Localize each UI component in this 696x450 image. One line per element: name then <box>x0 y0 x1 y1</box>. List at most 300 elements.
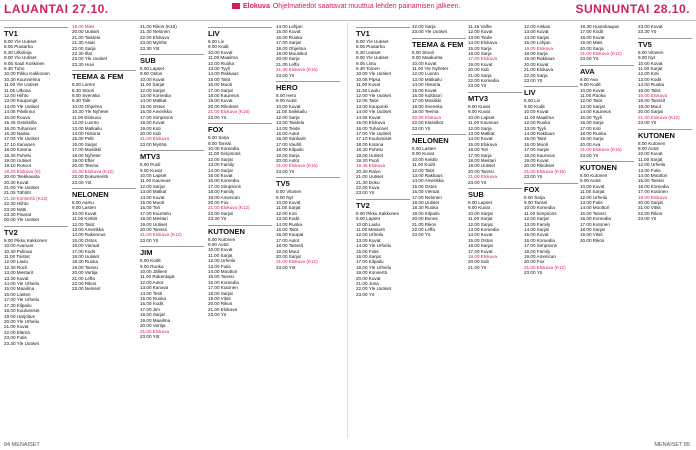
program-entry: 16.00 Komedia <box>208 279 239 285</box>
program-entry: 23.00 Nätti <box>4 206 27 212</box>
program-entry-movie: 21.00 Elokuva (K12) <box>208 205 250 211</box>
program-entry: 17.00 Sarja <box>468 152 492 158</box>
program-entry: 8.00 Sarja <box>208 135 229 141</box>
program-entry: 13.00 Amerikka <box>72 227 104 232</box>
channel-heading: TEEMA & FEM <box>412 38 466 49</box>
program-entry: 14.00 Kuvat <box>140 194 165 200</box>
program-entry: 18.00 Kauneus <box>208 93 239 99</box>
program-entry: 18.00 Ohjelma <box>276 45 306 51</box>
program-entry: 10.00 Avaruus <box>4 243 34 249</box>
channel-heading: TV1 <box>4 27 68 38</box>
program-entry: 13.00 Tyyli <box>208 66 230 72</box>
program-entry: 12.30 Rock <box>4 264 28 270</box>
program-entry: 17.00 Yle Uutiset <box>356 130 391 136</box>
program-entry: 23.00 Yö <box>140 237 159 243</box>
program-entry: 9.30 Toinen <box>356 66 380 72</box>
program-entry: 13.00 Futis <box>638 167 661 173</box>
program-entry: 20.30 Kuvat <box>4 179 29 185</box>
program-entry: 20.00 Yle Urheilu <box>4 318 40 324</box>
program-entry: 19.00 Sarja <box>580 136 604 142</box>
program-entry: 13.00 Kodit <box>276 216 300 222</box>
program-entry: 11.00 Kuvat <box>356 82 381 88</box>
program-entry: 20.00 Sarja <box>580 45 604 51</box>
program-entry: 17.00 Kilpailu <box>356 259 384 265</box>
program-entry: 9.00 Yle Uutiset <box>356 55 389 61</box>
program-entry: 21.30 Nelonen <box>140 29 170 35</box>
program-entry: 8.00 Kutonen <box>580 172 608 178</box>
program-entry: 11.00 Sarjat <box>638 66 663 72</box>
channel-heading: LIV <box>524 86 578 97</box>
program-entry: 11.05 Ulkona <box>4 87 31 93</box>
program-entry: 14.00 Ruoka <box>276 221 303 227</box>
program-entry: 15.00 Futis <box>356 248 379 254</box>
channel-heading: KUTONEN <box>580 161 634 172</box>
listing-column <box>638 24 692 436</box>
program-entry: 16.00 Komedia <box>580 216 611 222</box>
program-entry: 16.00 Kulttuuri <box>412 93 442 99</box>
program-entry: 9.00 Ostos <box>140 71 163 77</box>
program-entry: 9.00 Lapset <box>356 216 381 222</box>
channel-heading: LIV <box>208 27 272 38</box>
program-entry: 13.00 Komedia <box>468 227 499 232</box>
program-entry: 20.00 Fox <box>208 199 229 205</box>
program-entry: 19.00 Kuvat <box>208 98 233 104</box>
program-entry: 12.00 Hiihto <box>4 93 29 99</box>
program-entry: 18.00 Tanssit <box>638 98 665 104</box>
program-entry: 15.00 Ruoka <box>140 296 167 302</box>
program-entry: 21.05 Tähtiöt <box>4 190 31 196</box>
program-entry: 21.00 Taistelu <box>72 34 101 40</box>
program-entry: 9.00 Kuvat <box>468 109 490 115</box>
program-entry: 9.05 Lintu <box>356 60 377 66</box>
program-entry: 9.00 Kodit <box>580 82 601 88</box>
program-entry: 18.00 Kilpailu <box>276 147 304 153</box>
header-note <box>232 3 460 10</box>
program-entry: 8.00 Lasten <box>412 145 437 151</box>
program-entry: 17.00 Simpsons <box>140 114 173 120</box>
program-entry: 12.00 Koti <box>638 71 659 77</box>
channel-heading: TV5 <box>638 38 692 49</box>
program-entry: 19.00 Muut <box>638 103 661 109</box>
program-entry: 14.00 Rakennus <box>72 232 106 238</box>
program-entry: 13.00 Tiede <box>468 34 493 40</box>
program-entry: 11.00 Sarjat <box>276 205 301 211</box>
program-entry: 11.00 Sarjat <box>580 189 605 195</box>
program-entry: 15.00 Talot <box>276 227 299 232</box>
program-entry: 14.00 Ruoka <box>638 82 665 88</box>
program-entry: 12.00 Luonto <box>72 120 99 126</box>
program-entry: 12.05 Talot <box>356 98 379 104</box>
program-entry: 23.00 Myöhä <box>140 141 167 147</box>
program-entry: 17.00 Kutonen <box>638 189 668 195</box>
program-entry: 14.00 Sarjat <box>524 34 549 40</box>
program-entry: 21.00 Kuvat <box>4 324 29 330</box>
listing-column <box>580 24 634 436</box>
program-entry-movie: 20.30 Elokuva (K12) <box>72 168 114 174</box>
program-entry: 12.00 Ruoka <box>208 60 235 66</box>
program-entry: 20.00 Sarja <box>276 56 300 62</box>
channel-heading: TV2 <box>356 199 410 210</box>
program-entry: 17.00 Musiikki <box>72 147 102 153</box>
program-entry: 22.00 Kuva <box>356 184 380 190</box>
program-entry: 11.00 Kodit <box>412 162 435 168</box>
program-entry-movie: 21.30 Konsertti (K12) <box>4 195 48 201</box>
program-entry: 23.30 Yle Uutiset <box>4 340 39 346</box>
program-entry: 14.00 Testi <box>140 290 163 296</box>
program-entry: 11.00 Sarjat <box>468 216 493 222</box>
program-entry: 12.00 Koti <box>276 210 297 216</box>
program-entry: 20.00 Vartija <box>72 270 98 276</box>
program-entry: 23.30 Yöt <box>140 45 160 51</box>
listing-column <box>72 24 136 436</box>
program-entry: 15.00 Kuvat <box>208 172 233 178</box>
program-entry: 9.00 Autot <box>276 98 297 104</box>
program-entry: 10.00 Kuvat <box>72 210 97 216</box>
program-entry: 14.00 Matkat <box>140 98 167 104</box>
program-entry: 18.00 Kauneus <box>524 152 555 158</box>
listing-column <box>524 24 578 436</box>
right-day-title: SUNNUNTAI 28.10. <box>575 2 690 16</box>
program-entry: 17.00 Yle Urheilu <box>4 297 40 303</box>
program-entry: 16.00 Sarjat <box>72 141 97 147</box>
listing-column <box>412 24 466 436</box>
program-entry: 16.00 Vieraat <box>412 189 440 195</box>
program-entry: 11.00 Sarjat <box>140 82 165 88</box>
program-entry-movie: 20.00 Elokuva <box>412 114 442 120</box>
program-entry: 23.00 Yö <box>412 125 431 131</box>
program-entry: 18.00 Uutiset <box>412 199 440 205</box>
program-entry: 17.00 Jim <box>140 306 160 312</box>
program-entry: 12.00 Sarjat <box>468 221 493 227</box>
program-entry: 11.00 Kauneus <box>468 120 499 126</box>
program-entry: 10.00 Jälleen <box>140 269 168 275</box>
program-entry: 11.00 Rakentajat <box>140 274 175 280</box>
program-entry: 20.00 Vartija <box>140 323 166 329</box>
program-entry: 21.00 Yö <box>468 264 487 270</box>
program-entry: 23.00 Neloset <box>72 286 101 292</box>
program-entry: 23.00 Yö <box>638 216 657 222</box>
program-entry: 16.00 Kodit <box>140 301 164 307</box>
program-entry-movie: 21.00 Elokuva (K12) <box>276 259 318 265</box>
program-entry: 15.00 Talot <box>524 136 547 142</box>
channel-heading: NELONEN <box>72 188 136 199</box>
program-entry: 23.30 Yö <box>208 216 227 222</box>
program-entry: 13.00 Family <box>208 162 235 168</box>
program-entry: 22.00 Rikos <box>72 281 97 287</box>
program-entry: 17.00 Kodit <box>72 248 96 254</box>
program-entry: 17.00 Yle Uutiset <box>4 136 39 142</box>
program-entry: 16.00 Tori <box>468 147 489 153</box>
program-entry: 8.00 Lorem <box>72 82 96 88</box>
program-entry: 13.00 Matkailu <box>412 76 442 82</box>
program-entry: 16.00 Amerikka <box>140 109 172 115</box>
program-entry: 21.00 Rikos <box>412 221 437 227</box>
listing-column <box>356 24 410 436</box>
program-entry: 9.00 Kodit <box>208 44 229 50</box>
program-entry: 11.00 Simpsons <box>208 151 241 157</box>
program-entry: 18.00 Nyheter <box>72 152 101 158</box>
program-entry: 10.00 Pikku Kakkonen <box>4 71 50 77</box>
program-entry: 8.00 Lapset <box>140 66 165 72</box>
program-entry: 8.00 Ava <box>580 76 598 82</box>
left-page <box>0 24 348 436</box>
program-entry: 16.00 Sankarit <box>276 136 306 142</box>
program-entry: 18.00 Sarjat <box>208 290 233 296</box>
program-entry: 15.00 Elokuva <box>356 120 386 126</box>
program-entry: 11.00 Sarjat <box>208 252 233 258</box>
program-entry: 9.00 Svenska <box>72 93 100 99</box>
program-entry: 15.00 Autot <box>276 130 300 136</box>
program-entry: 20.00 Fox <box>524 259 545 265</box>
program-entry: 17.30 Kilpailu <box>4 302 32 308</box>
channel-heading: MTV3 <box>140 150 204 161</box>
program-entry: 14.00 Historia <box>72 130 101 136</box>
program-entry: 15.00 Lohjan <box>524 40 551 46</box>
program-entry: 9.00 Lasten <box>72 205 97 211</box>
program-entry: 14.00 Yle Urheilu <box>356 243 392 249</box>
program-entry: 11.00 Sarjat <box>638 156 663 162</box>
program-entry-movie: 21.00 Elokuva (K12) <box>638 114 680 120</box>
program-entry: 22.00 Yle Uutiset <box>356 286 391 292</box>
program-entry: 12.00 Sarja <box>468 125 492 131</box>
program-entry: 19.00 Sarja <box>276 152 300 158</box>
program-entry: 23.00 Yö <box>524 174 543 180</box>
program-entry: 19.00 Harjoitus <box>4 313 35 319</box>
program-entry: 17.00 Nelonen <box>412 194 442 200</box>
program-entry: 8.00 Pikku Kakkonen <box>4 237 48 243</box>
program-entry: 21.00 Yle Uutiset <box>4 184 39 190</box>
program-entry: 17.00 Kuuntelu <box>140 210 171 216</box>
program-entry: 15.00 Rouva <box>4 114 31 120</box>
program-entry: 18.00 Kuulumiset <box>4 308 40 314</box>
program-entry: 16.00 Sarja <box>580 120 604 126</box>
program-entry: 9.00 Yle Uutiset <box>4 55 37 61</box>
program-entry: 23.00 Yöt <box>72 179 92 185</box>
program-entry-movie: 21.00 Elokuva (K12) <box>580 51 622 57</box>
program-entry: 10.00 Kuvat <box>580 183 605 189</box>
program-entry: 16.30 Huutokaupat <box>580 24 619 29</box>
program-entry: 19.00 Vitsit <box>580 232 603 238</box>
program-entry: 8.00 Vitosen <box>276 189 302 195</box>
channel-heading: TEEMA & FEM <box>72 70 136 81</box>
program-entry: 15.00 Tanssi <box>208 274 234 280</box>
program-entry: 21.00 Leffa <box>276 61 299 67</box>
program-entry: 8.00 Kuvat <box>468 103 490 109</box>
program-entry: 18.00 Sarjat <box>580 227 605 232</box>
program-entry: 17.00 Kutonen <box>580 221 610 227</box>
program-entry: 23.00 Yö <box>276 168 295 174</box>
program-entry: 16.00 Sarjat <box>468 243 493 249</box>
program-entry: 22.00 Sarja <box>412 24 436 29</box>
program-entry: 10.00 Komedia <box>208 145 239 151</box>
program-entry: 10.30 Yle Nyheter <box>72 109 109 115</box>
program-entry: 20.00 Teema <box>72 163 99 169</box>
program-entry: 8.00 Lapset <box>468 199 493 205</box>
program-entry: 11.00 Keittiö <box>72 216 98 222</box>
program-entry: 18.00 Tanssit <box>276 243 303 249</box>
program-entry: 12.00 Sarjat <box>140 87 165 93</box>
program-entry: 14.00 Moottori <box>208 269 238 275</box>
program-entry: 13.00 Komedia <box>140 93 171 99</box>
program-entry: 20.00 Tsekkausta <box>4 174 40 180</box>
program-entry: 19.00 Teema <box>412 109 439 115</box>
program-entry: 19.00 Kuvat <box>524 157 549 163</box>
program-entry: 22.00 Elämä <box>4 329 30 335</box>
program-entry: 16.00 Sarja <box>468 51 492 57</box>
program-entry: 19.10 Rosvot <box>4 163 32 169</box>
program-entry: 19.00 Mies <box>580 40 603 46</box>
channel-heading: SUB <box>468 188 522 199</box>
program-entry: 8.00 Aamu <box>72 199 94 205</box>
program-entry: 16.00 Komedia <box>638 183 669 189</box>
program-entry: 11.15 Valhe <box>468 24 492 29</box>
program-entry: 11.00 Maailma <box>524 114 554 120</box>
program-entry: 12.00 Talot <box>580 98 603 104</box>
program-entry: 18.00 Mestari <box>468 157 496 163</box>
program-entry: 14.00 Kuvat <box>468 136 493 142</box>
program-entry: 23.00 Yö <box>468 179 487 185</box>
program-entry: 11.00 Yle Uutiset <box>4 82 39 88</box>
program-entry: 23.00 Yö <box>524 78 543 84</box>
program-entry: 20.00 Rikos <box>208 301 233 307</box>
left-page-footer: 84 MENAISET <box>4 442 40 448</box>
program-entry: 19.00 Koti <box>140 125 161 131</box>
program-entry: 14.00 Amerikka <box>412 178 444 184</box>
program-entry: 18.30 Ruoka <box>412 205 439 211</box>
program-entry: 10.00 Laulu <box>356 221 381 227</box>
program-entry: 15.00 Ostos <box>468 237 493 243</box>
program-entry: 14.00 Yle Urheilu <box>4 281 40 287</box>
listing-column <box>276 24 340 436</box>
program-entry: 23.00 Yö <box>524 270 543 276</box>
program-entry: 10.30 Pulinaa <box>4 248 33 254</box>
program-entry: 20.00 Kuvat <box>356 275 381 281</box>
program-entry: 9.00 Ruoka <box>140 263 164 269</box>
program-entry: 10.00 Yle Uutiset <box>356 71 391 77</box>
program-entry: 16.00 Lasten <box>4 291 31 297</box>
program-entry: 15.00 Talot <box>638 87 661 93</box>
program-entry: 16.00 Ruoka <box>276 34 303 40</box>
program-entry: 18.00 Family <box>524 248 551 254</box>
program-entry: 23.00 Yö <box>356 190 375 196</box>
program-entry: 15.00 Ostos <box>72 237 97 243</box>
program-entry: 17.00 Simpsons <box>524 243 557 249</box>
program-entry: 8.00 Puoli <box>140 162 161 168</box>
program-entry: 10.00 Keittiö <box>412 156 438 162</box>
program-entry: 10.00 Kuvat <box>208 247 233 253</box>
program-entry: 17.00 Kodit <box>580 29 604 35</box>
program-entry: 17.00 Kuvat <box>468 248 493 254</box>
program-entry: 12.00 Talot <box>412 167 435 173</box>
program-entry: 10.00 Kuvat <box>638 60 663 66</box>
program-entry: 11.00 Mestarit <box>356 227 385 232</box>
program-entry: 13.00 Kodit <box>638 76 662 82</box>
program-entry: 22.00 Rikos <box>638 210 663 216</box>
program-entry: 8.00 Kutonen <box>208 236 236 242</box>
program-entry: 19.00 Uutiset <box>140 221 168 227</box>
program-entry: 19.00 Maailma <box>140 317 171 323</box>
program-entry: 19.00 Muusikot <box>276 51 308 57</box>
listing-column <box>468 24 522 436</box>
program-entry: 9.00 Kuvat <box>412 151 434 157</box>
program-entry: 18.30 Puhelu <box>356 147 384 153</box>
program-entry: 10.00 Sarjat <box>468 210 493 216</box>
program-entry: 14.00 Lohjan <box>276 24 303 29</box>
program-entry: 12.00 Sarja <box>276 114 300 120</box>
program-entry: 13.00 Kuvat <box>356 237 381 243</box>
program-entry: 19.00 American <box>208 194 240 200</box>
program-entry-movie: 21.00 Elokuva <box>468 174 498 180</box>
program-entry: 9.00 Autot <box>208 242 229 247</box>
program-entry: 20.00 Autot <box>276 157 300 163</box>
program-entry: 18.00 Ruoka <box>580 130 607 136</box>
listing-column <box>208 24 272 436</box>
program-entry: 11.00 Yle Nyheter <box>412 66 449 72</box>
program-entry: 8.00 Pikku Kakkonen <box>356 210 400 216</box>
program-entry: 17.00 Autot <box>276 237 300 243</box>
program-entry: 20.00 Sub <box>468 67 489 73</box>
program-entry-movie: 21.00 Elokuva (K16) <box>524 168 566 174</box>
program-entry: 20.00 Rikokset <box>208 103 239 109</box>
program-entry: 21.00 Vitsit <box>638 205 661 211</box>
program-entry: 8.00 Liv <box>208 39 225 44</box>
program-entry: 10.00 Kuvat <box>580 87 605 93</box>
program-entry: 22.00 Leffa <box>412 227 435 232</box>
program-entry: 11.00 Toistot <box>4 254 30 260</box>
program-entry: 19.00 Efter <box>72 157 95 163</box>
disclaimer: Ohjelmatiedot saattavat muuttua lehden painamisen jälkeen. <box>272 3 461 10</box>
program-entry: 15.45 Ostoksilla <box>4 120 37 126</box>
program-entry: 15.00 Talot <box>208 76 231 82</box>
program-entry: 14.00 Rakkaus <box>524 130 555 136</box>
program-entry: 8.00 Kutonen <box>638 140 666 146</box>
program-entry: 20.00 Sarjat <box>276 254 301 260</box>
program-entry: 13.00 Rakkaus <box>412 172 443 178</box>
program-entry: 23.00 Kuvat <box>638 24 663 29</box>
program-entry: 9.30 Tuho <box>4 66 25 72</box>
program-entry: 19.00 Konsertti <box>356 270 387 276</box>
program-entry: 13.00 Kanava <box>140 285 169 291</box>
program-entry: 23.00 Yö <box>638 120 657 126</box>
program-entry: 12.00 Sarjat <box>140 183 165 189</box>
program-entry: 13.00 Kuvat <box>524 29 549 35</box>
program-entry-movie: 21.00 Elokuva <box>140 328 170 334</box>
program-entry: 13.00 Mestarit <box>4 270 34 276</box>
program-entry: 8.00 Yle Uutiset <box>4 39 37 44</box>
program-entry: 16.00 Komedia <box>208 178 239 184</box>
program-entry: 15.00 Tanssi <box>580 210 606 216</box>
program-entry: 9.00 Tanssi <box>208 140 232 146</box>
program-entry: 9.00 Kuvat <box>468 205 490 211</box>
program-entry: 11.00 Elokuva <box>72 114 101 120</box>
program-entry: 20.00 Bones <box>412 216 438 222</box>
program-entry: 11.00 Simpsons <box>524 210 557 216</box>
program-entry: 9.00 Kuvat <box>140 167 162 173</box>
program-entry: 19.00 Vitsit <box>208 296 231 302</box>
program-entry: 19.00 Rakkaus <box>524 56 555 62</box>
program-entry: 13.00 Futis <box>208 263 231 269</box>
program-entry: 10.05 Pipsa <box>356 76 381 82</box>
channel-heading: TV5 <box>276 177 340 188</box>
program-entry: 23.00 Yö <box>580 56 599 62</box>
program-entry: 00.00 Yle Uutiset <box>4 217 39 223</box>
program-entry: 15.00 Tanssi <box>638 178 664 184</box>
channel-heading: FOX <box>208 123 272 134</box>
program-entry: 21.00 Uutiset <box>356 174 384 180</box>
program-entry: 19.00 Uutiset <box>4 157 32 163</box>
program-entry: 8.00 Kodit <box>140 258 161 264</box>
program-entry: 20.00 Rikokset <box>524 163 555 169</box>
